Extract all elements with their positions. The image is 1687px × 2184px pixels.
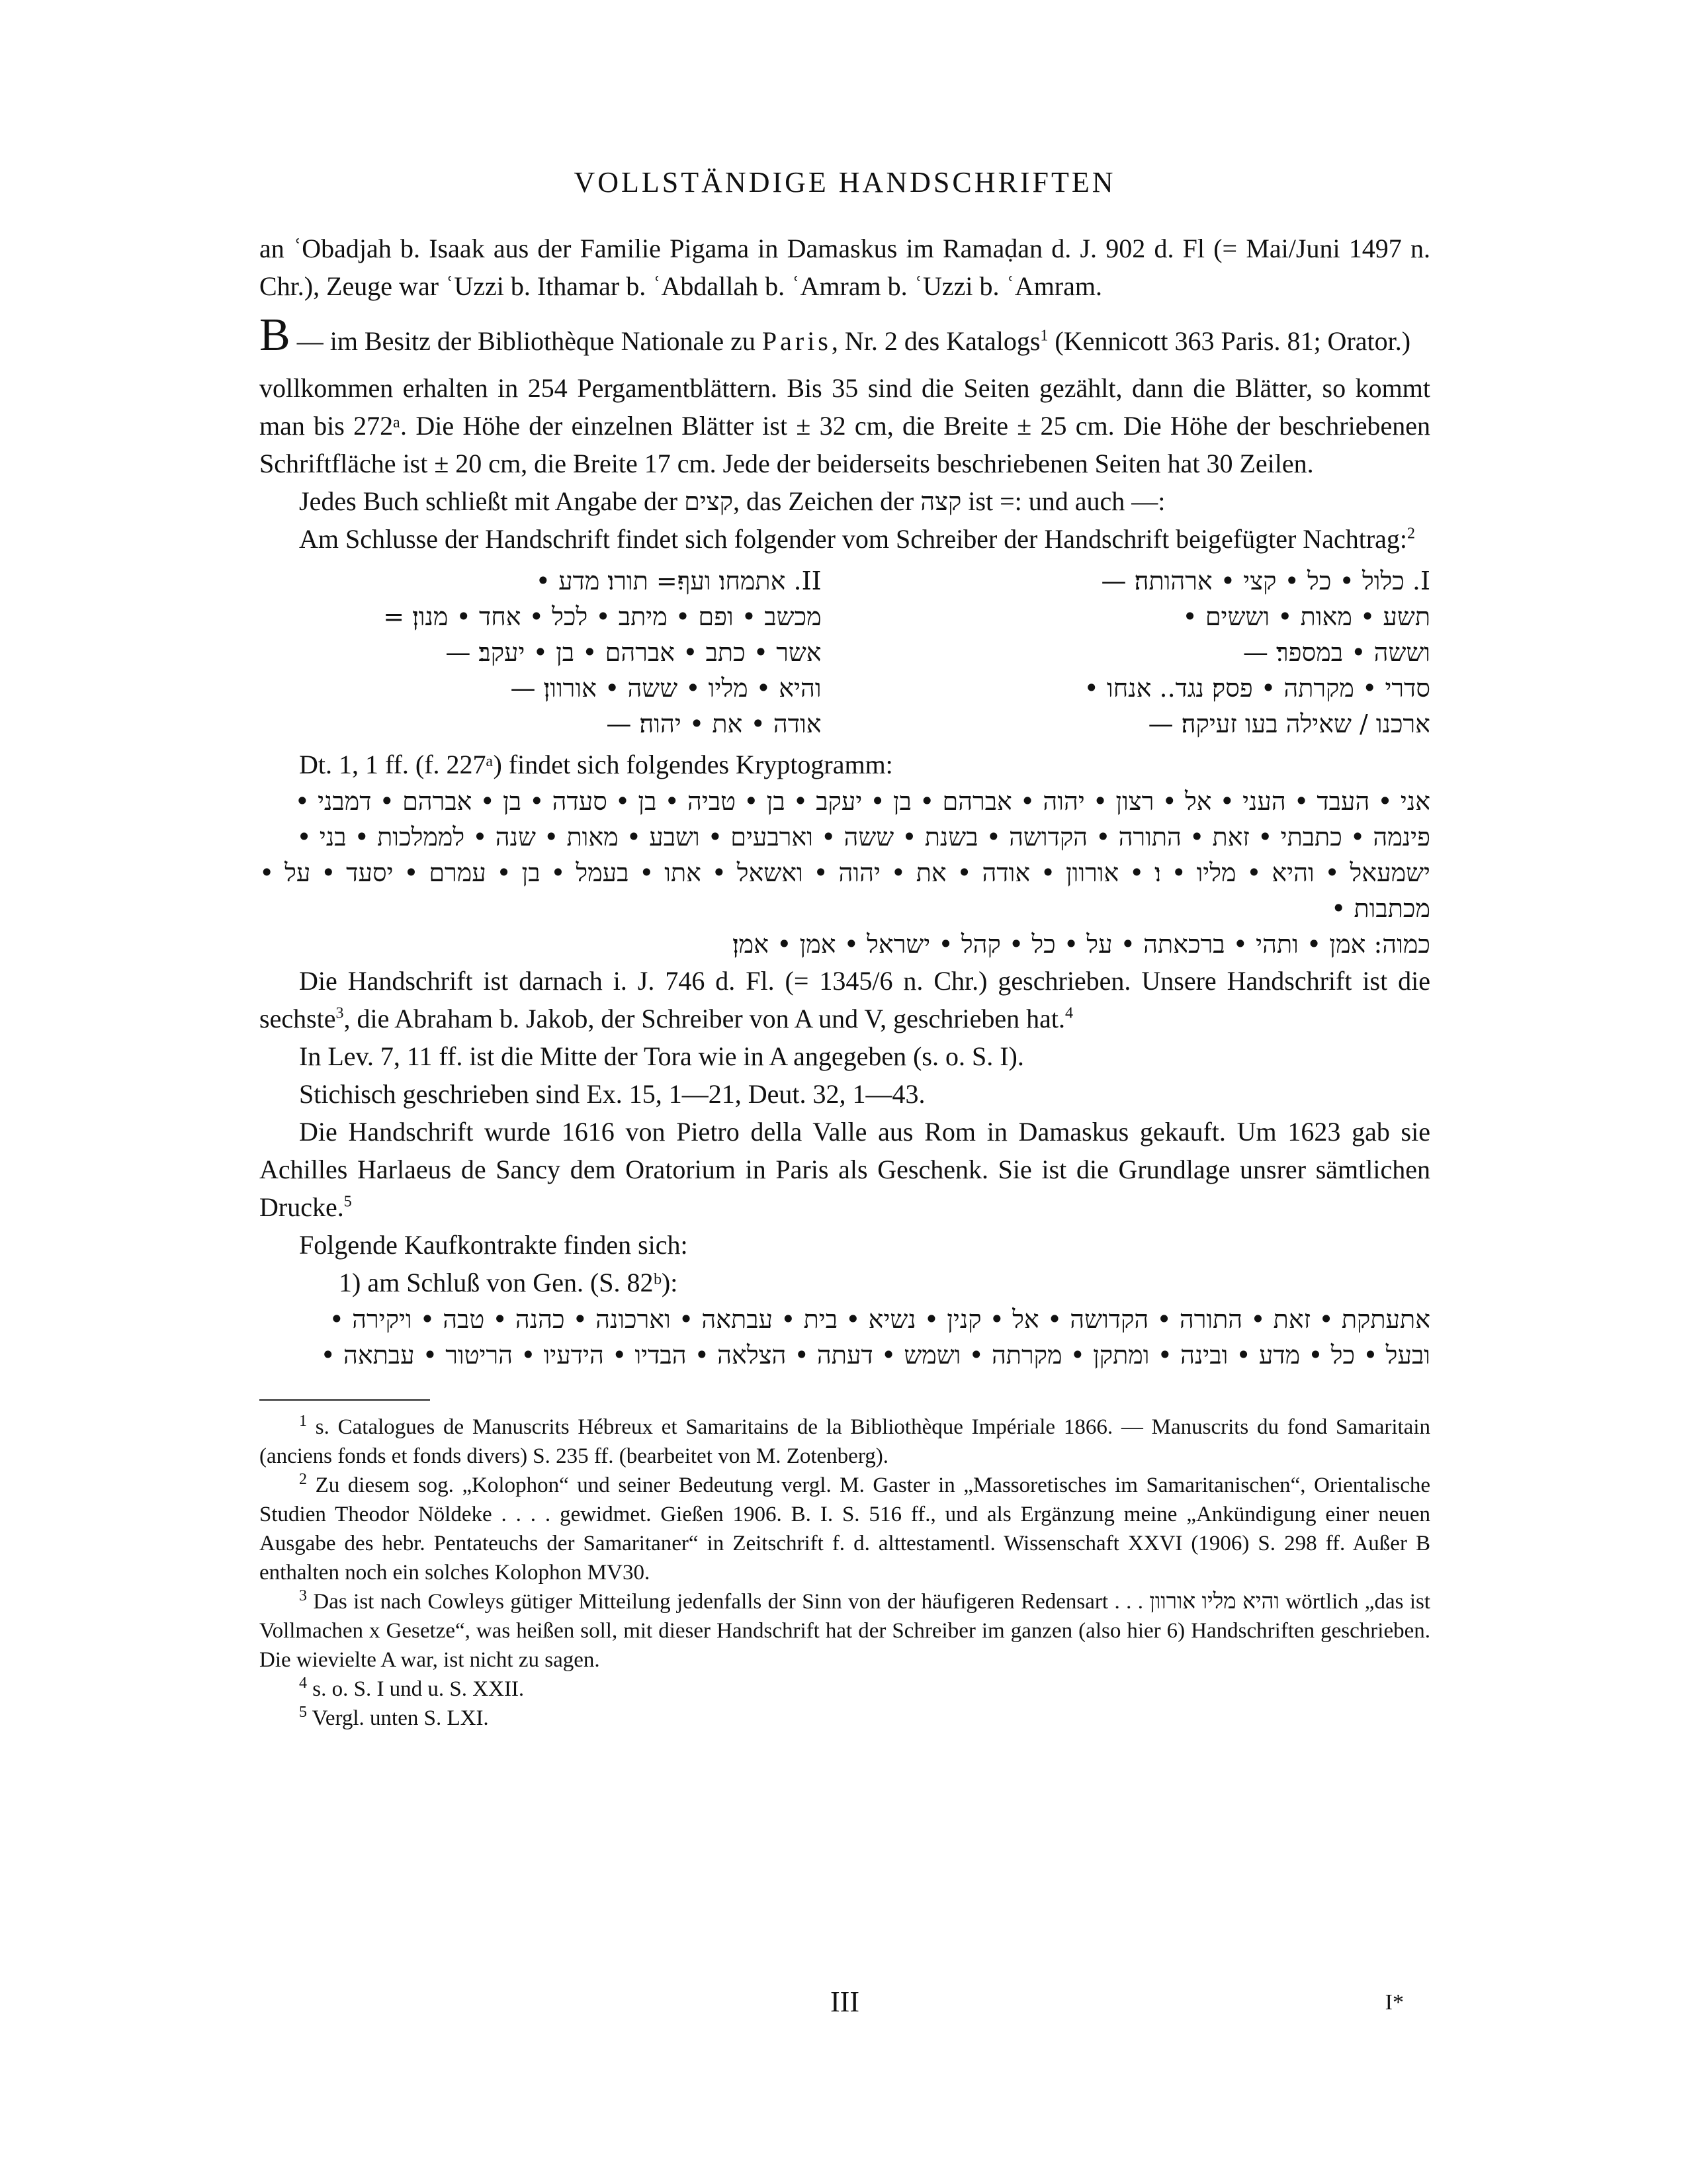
footnote-ref-4[interactable]: 4 [1065,1004,1074,1022]
colophon-line: אודה • את • יהוה׃ — [606,709,822,738]
colophon-line: תשע • מאות • וששים • [1182,602,1430,631]
dating-text: Die Handschrift ist darnach i. J. 746 d. Fl. (= 1345/6 n. Chr.) geschrieben. Unsere Handschrift ist die sechste [259,966,1430,1033]
colophon-line: מכשב • ופם • מיתב • לכל • אחד • מנון׃ = [383,602,822,631]
paragraph-tora-mitte: In Lev. 7, 11 ff. ist die Mitte der Tora wie in A angegeben (s. o. S. I). [299,1041,1024,1071]
kazim-text-pre: Jedes Buch schließt mit Angabe der [299,486,678,516]
footnote-text: Das ist nach Cowleys gütiger Mitteilung jedenfalls der Sinn von der häufigeren Redensart . . . והיא מליו אורוון wörtlich „das ist Vollmachen x Gesetze“, was heißen soll, mit dieser Handschrift hat der Schreiber im ganzen (also hier 6) Handschriften geschrieben. Die wievielte A war, ist nicht zu sagen. [259,1590,1431,1672]
footnote-text: Vergl. unten S. LXI. [312,1706,489,1730]
hebrew-word-kaza: קצה [920,487,962,516]
kryptogramm-line: אני • העבד • העני • אל • רצון • יהוה • אברהם • בן • יעקב • בן • טביה • בן • סעדה • בן • אברהם • דמבני • [294,787,1430,816]
footnote-number: 5 [299,1704,307,1721]
footnote-divider [259,1399,430,1401]
footnote-1 [259,1413,1430,1471]
paragraph-dating [259,962,1430,1037]
footnote-ref-5[interactable]: 5 [343,1193,352,1211]
footnote-ref-2[interactable]: 2 [1407,525,1415,543]
footnote-4 [259,1675,1430,1704]
kaufkontrakt-line: אתעתקת • זאת • התורה • הקדושה • אל • קנין • נשיא • בית • עבתאה • וארכונה • כהנה • טבה • ויקירה • [329,1305,1430,1334]
page [259,165,1431,2018]
paragraph-kaufkontrakte: Folgende Kaufkontrakte finden sich: [299,1230,688,1260]
kryptogramm [259,783,1430,962]
provenance-text: Die Handschrift wurde 1616 von Pietro della Valle aus Rom in Damaskus gekauft. Um 1623 gab sie Achilles Harlaeus de Sancy dem Oratorium in Paris als Geschenk. Sie ist die Grundlage unsrer sämtlichen Drucke. [259,1117,1430,1222]
colophon-line: ארכנו / שאילה בעו זעיקה׃ — [1148,709,1430,738]
footnote-ref-1[interactable]: 1 [1040,327,1049,345]
colophon-line: II. אתמחו׃ ועף׃= תורו׃ מדע • [535,566,822,595]
colophon-line: וששה • במספר׃ — [1242,638,1430,667]
footnote-text: s. Catalogues de Manuscrits Hébreux et Samaritains de la Bibliothèque Impériale 1866. — Manuscrits du fond Samaritain (anciens fonds et fonds divers) S. 235 ff. (bearbeitet von M. Zotenberg). [259,1415,1431,1468]
paragraph-description: vollkommen erhalten in 254 Pergamentblättern. Bis 35 sind die Seiten gezählt, dann die Blätter, so kommt man bis 272ᵃ. Die Höhe der einzelnen Blätter ist ± 32 cm, die Breite ± 25 cm. Die Höhe der beschriebenen Schriftfläche ist ± 20 cm, die Breite 17 cm. Jede der beiderseits beschriebenen Seiten hat 30 Zeilen. [259,373,1430,478]
section-heading-place: Paris [761,326,832,356]
colophon [259,563,1430,742]
colophon-column-right [868,563,1430,742]
page-number: III [830,1986,859,2018]
section-b-heading [259,310,1430,361]
section-heading-post: (Kennicott 363 Paris. 81; Orator.) [1048,326,1411,356]
dating-text-cont: , die Abraham b. Jakob, der Schreiber von A und V, geschrieben hat. [343,1004,1066,1033]
paragraph-kazim [259,482,1430,520]
section-heading-pre: — im Besitz der Bibliothèque Nationale zu [296,326,756,356]
kryptogramm-intro: Dt. 1, 1 ff. (f. 227ᵃ) findet sich folgendes Kryptogramm: [299,750,893,779]
footnote-number: 2 [299,1471,307,1488]
kazim-text-post: ist =: und auch —: [968,486,1166,516]
colophon-line: והיא • מליו • ששה • אורוון׃ — [510,674,822,703]
kryptogramm-line: ישמעאל • והיא • מליו • ו׃ • אורוון • אודה • את • יהוה • ואשאל • אתו • בעמל • בן • עמרם • יסעד • על • מכתבות • [259,858,1430,923]
intro-paragraph: an ʿObadjah b. Isaak aus der Familie Pigama in Damaskus im Ramaḍan d. J. 902 d. Fl (= Mai/Juni 1497 n. Chr.), Zeuge war ʿUzzi b. Ithamar b. ʿAbdallah b. ʿAmram b. ʿUzzi b. ʿAmram. [259,234,1430,301]
footnote-text: Zu diesem sog. „Kolophon“ und seiner Bedeutung vergl. M. Gaster in „Massoretisches im Samaritanischen“, Orientalische Studien Theodor Nöldeke . . . . gewidmet. Gießen 1906. B. I. S. 516 ff., und als Ergänzung meine „Ankündigung einer neuen Ausgabe des hebr. Pentateuchs der Samaritaner“ in Zeitschrift f. d. alttestamentl. Wissenschaft XXVI (1906) S. 298 ff. Außer B enthalten noch ein solches Kolophon MV30. [259,1473,1431,1585]
nachtrag-text: Am Schlusse der Handschrift findet sich folgender vom Schreiber der Handschrift beigefügter Nachtrag: [299,524,1407,554]
footnote-ref-3[interactable]: 3 [335,1004,344,1022]
kaufkontrakt-line: ובעל • כל • מדע • ובינה • ומתקן • מקרתה • ושמש • דעתה • הצלאה • הבדיו • הידעיו • הריטור • עבתאה • [320,1340,1430,1370]
kaufkontrakt [259,1301,1430,1373]
footnote-number: 4 [299,1675,307,1692]
paragraph-provenance [259,1113,1430,1226]
section-heading-mid: , Nr. 2 des Katalogs [831,326,1041,356]
paragraph-gen-schluss: 1) am Schluß von Gen. (S. 82ᵇ): [339,1268,678,1297]
signature-mark: I* [1385,1990,1404,2015]
colophon-line: I. כלול • כל • קצי • ארהותה׃ — [1101,566,1430,595]
footnote-number: 3 [299,1587,307,1604]
footnotes [259,1413,1430,1733]
paragraph-stichisch: Stichisch geschrieben sind Ex. 15, 1—21, Deut. 32, 1—43. [299,1079,926,1109]
folio [259,1985,1430,2019]
kazim-text-mid: , das Zeichen der [733,486,914,516]
kryptogramm-line: כמוה: אמן • ותהי • ברכאתה • על • כל • קהל • ישראל • אמן • אמן׃ [732,930,1430,959]
footnote-5 [259,1704,1430,1733]
running-head: VOLLSTÄNDIGE HANDSCHRIFTEN [574,166,1116,198]
footnote-text: s. o. S. I und u. S. XXII. [312,1677,525,1701]
footnote-3 [259,1587,1430,1675]
kryptogramm-line: פינמה • כתבתי • זאת • התורה • הקדושה • בשנת • ששה • וארבעים • ושבע • מאות • שנה • לממלכות • בני • [296,822,1430,852]
colophon-line: אשר • כתב • אברהם • בן • יעקב׃ — [445,638,822,667]
footnote-number: 1 [299,1413,307,1430]
colophon-column-left [259,563,822,742]
footnote-2 [259,1471,1430,1587]
section-letter: B [259,310,290,361]
paragraph-nachtrag [259,520,1430,558]
colophon-line: סדרי • מקרתה • פסק׃ נגד.. אנחו • [1084,674,1430,703]
hebrew-word-kazim: קצים [684,487,734,516]
